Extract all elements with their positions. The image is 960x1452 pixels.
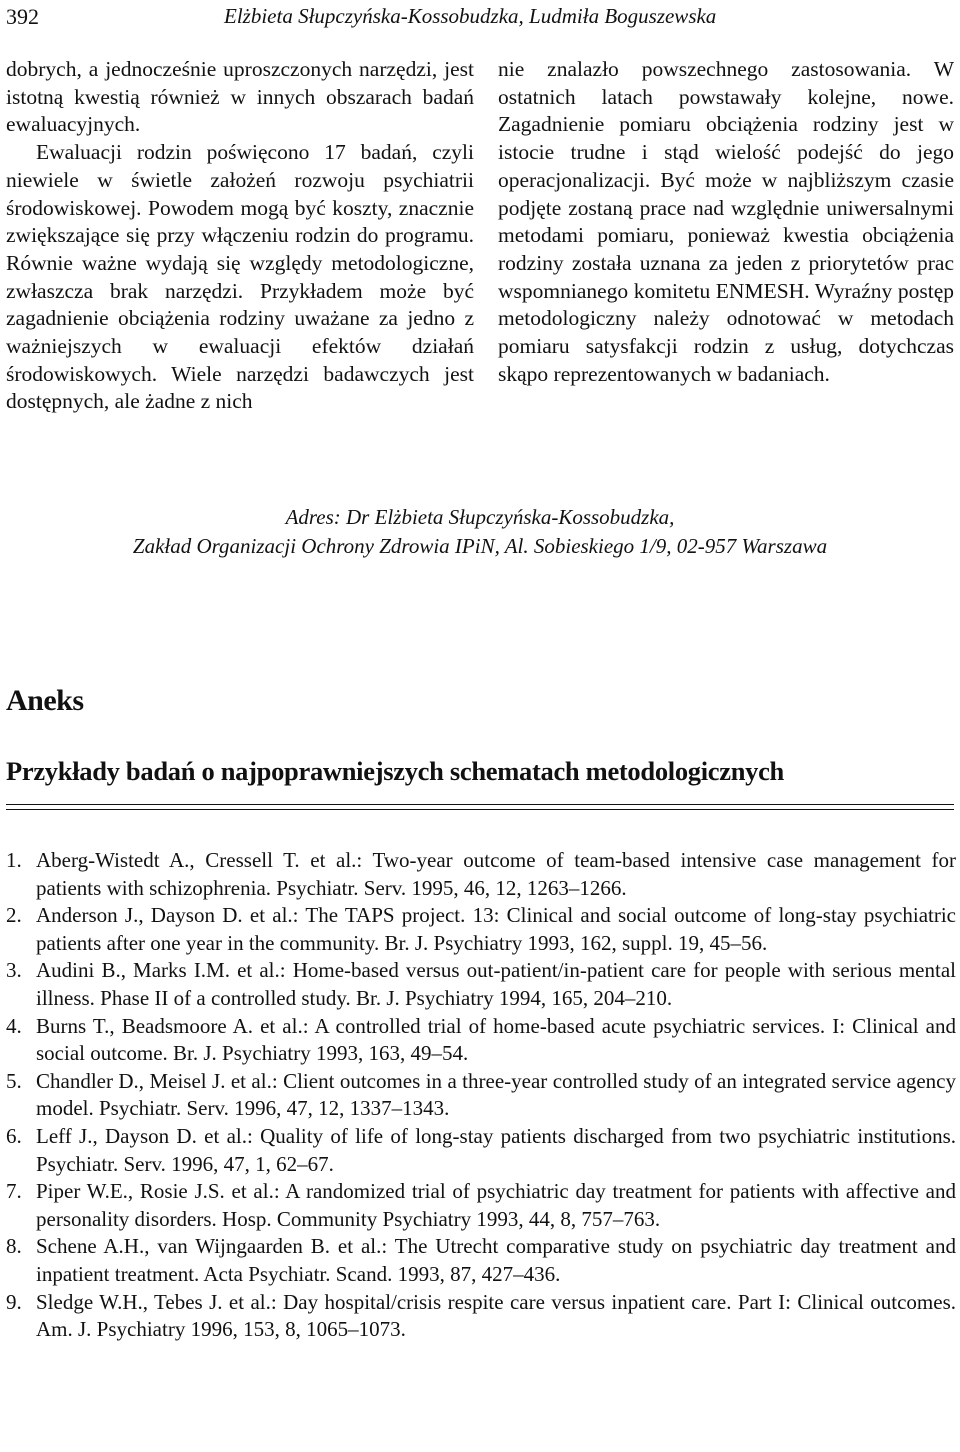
reference-number: 4. [6, 1013, 22, 1038]
reference-text: Burns T., Beadsmoore A. et al.: A controlled trial of home-based acute psychiatric services. I: Clinical and social outcome. Br. J. Psychiatry 1993, 163, 49–54. [36, 1013, 956, 1066]
reference-item [6, 1013, 956, 1068]
running-head: Elżbieta Słupczyńska-Kossobudzka, Ludmiła Boguszewska [224, 4, 717, 28]
reference-text: Sledge W.H., Tebes J. et al.: Day hospital/crisis respite care versus inpatient care. Part I: Clinical outcomes. Am. J. Psychiatry 1996, 153, 8, 1065–1073. [36, 1289, 956, 1342]
reference-text: Leff J., Dayson D. et al.: Quality of life of long-stay patients discharged from two psychiatric institutions. Psychiatr. Serv. 1996, 47, 1, 62–67. [36, 1123, 956, 1176]
reference-text: Audini B., Marks I.M. et al.: Home-based versus out-patient/in-patient care for people with serious mental illness. Phase II of a controlled study. Br. J. Psychiatry 1994, 165, 204–210. [36, 958, 956, 1010]
reference-item [6, 1123, 956, 1178]
double-rule-top [6, 804, 954, 805]
reference-text: Chandler D., Meisel J. et al.: Client outcomes in a three-year controlled study of an integrated service agency model. Psychiatr. Serv. 1996, 47, 12, 1337–1343. [36, 1068, 956, 1121]
reference-number: 5. [6, 1068, 22, 1093]
reference-text: Piper W.E., Rosie J.S. et al.: A randomized trial of psychiatric day treatment for patients with affective and personality disorders. Hosp. Community Psychiatry 1993, 44, 8, 757–763. [36, 1179, 956, 1231]
right-column [498, 56, 954, 388]
reference-list [6, 847, 956, 1344]
right-paragraph-1: nie znalazło powszechnego zastosowania. W ostatnich latach powstawały kolejne, nowe. Zagadnienie pomiaru obciążenia rodziny jest w istocie trudne i stąd wielość podejść do jego operacjonalizacji. Być może w najbliższym czasie podjęte zostaną prace nad względnie uniwersalnymi metodami pomiaru, ponieważ kwestia obciążenia rodziny została uznana za jeden z priorytetów prac wspomnianego komitetu ENMESH. Wyraźny postęp metodologiczny należy odnotować w metodach pomiaru satysfakcji rodzin z usług, dotychczas skąpo reprezentowanych w badaniach. [498, 57, 954, 386]
reference-item [6, 1233, 956, 1288]
annex-title: Aneks [6, 684, 84, 717]
reference-number: 7. [6, 1179, 22, 1204]
reference-item [6, 1068, 956, 1123]
reference-item [6, 957, 956, 1012]
left-paragraph-1: dobrych, a jednocześnie uproszczonych narzędzi, jest istotną kwestią również w innych obszarach badań ewaluacyjnych. [6, 57, 474, 137]
reference-number: 3. [6, 958, 22, 983]
address-line-2: Zakład Organizacji Ochrony Zdrowia IPiN, Al. Sobieskiego 1/9, 02-957 Warszawa [132, 534, 828, 558]
reference-item [6, 1178, 956, 1233]
reference-number: 9. [6, 1289, 22, 1314]
reference-text: Aberg-Wistedt A., Cressell T. et al.: Two-year outcome of team-based intensive case management for patients with schizophrenia. Psychiatr. Serv. 1995, 46, 12, 1263–1266. [36, 848, 956, 900]
author-address [0, 503, 960, 561]
reference-item [6, 1289, 956, 1344]
reference-number: 2. [6, 903, 22, 928]
annex-subtitle: Przykłady badań o najpoprawniejszych schematach metodologicznych [6, 756, 785, 786]
reference-number: 6. [6, 1123, 22, 1148]
page-number: 392 [6, 4, 39, 29]
body-columns [6, 56, 956, 464]
reference-text: Anderson J., Dayson D. et al.: The TAPS project. 13: Clinical and social outcome of long-stay psychiatric patients after one year in the community. Br. J. Psychiatry 1993, 162, suppl. 19, 45–56. [36, 903, 956, 955]
reference-number: 1. [6, 848, 22, 872]
left-paragraph-2: Ewaluacji rodzin poświęcono 17 badań, czyli niewiele w świetle założeń rozwoju psychiatrii środowiskowej. Powodem mogą być koszty, znacznie zwiększające się przy włączeniu rodzin do programu. Równie ważne wydają się względy metodologiczne, zwłaszcza brak narzędzi. Przykładem może być zagadnienie obciążenia rodziny uważane za jedno z ważniejszych w ewaluacji efektów działań środowiskowych. Wiele narzędzi badawczych jest dostępnych, ale żadne z nich [6, 140, 474, 414]
double-rule-bottom [6, 809, 954, 810]
page-header [6, 4, 950, 40]
reference-item [6, 847, 956, 902]
address-line-1: Adres: Dr Elżbieta Słupczyńska-Kossobudzka, [285, 505, 675, 529]
reference-number: 8. [6, 1234, 22, 1259]
reference-text: Schene A.H., van Wijngaarden B. et al.: The Utrecht comparative study on psychiatric day treatment and inpatient treatment. Acta Psychiatr. Scand. 1993, 87, 427–436. [36, 1234, 956, 1286]
reference-item [6, 902, 956, 957]
left-column [6, 56, 474, 416]
